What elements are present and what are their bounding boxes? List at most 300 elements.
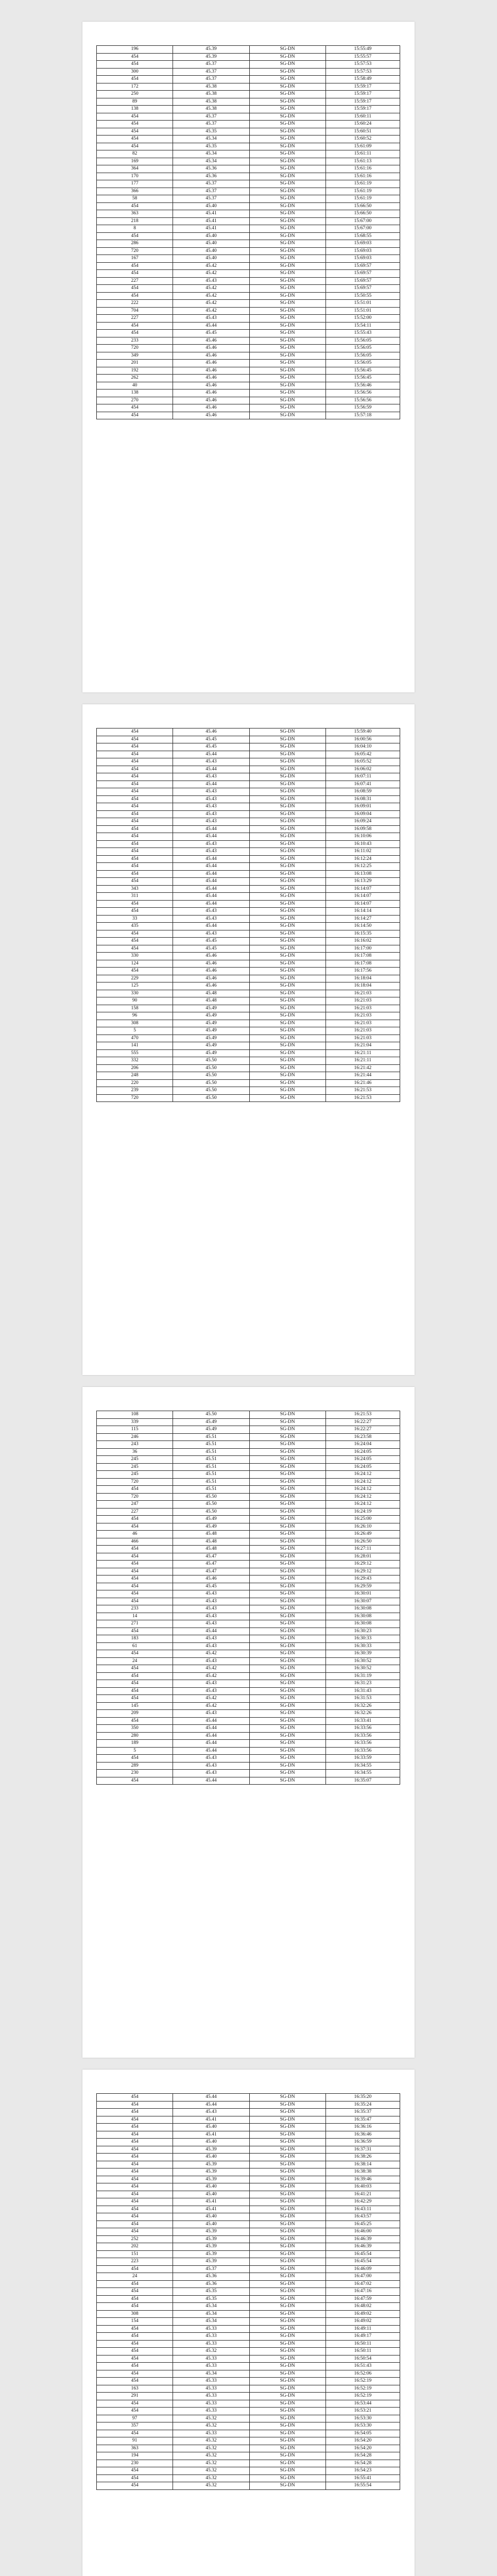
table-row [97,1642,400,1650]
quantity-cell: 227 [97,315,173,323]
quantity-cell: 454 [97,232,173,240]
table-row [97,848,400,856]
price-cell: 45.46 [173,1575,249,1583]
quantity-cell: 454 [97,1590,173,1598]
price-cell: 45.44 [173,825,249,833]
quantity-cell: 343 [97,885,173,893]
venue-cell: SG-DN [249,255,325,263]
venue-cell: SG-DN [249,1628,325,1635]
venue-cell: SG-DN [249,728,325,736]
table-row [97,728,400,736]
quantity-cell: 454 [97,1598,173,1605]
venue-cell: SG-DN [249,285,325,293]
price-cell: 45.32 [173,2482,249,2490]
table-row [97,210,400,218]
table-row [97,2445,400,2452]
venue-cell: SG-DN [249,863,325,871]
time-cell: 16:32:26 [325,1710,400,1718]
price-cell: 45.43 [173,758,249,766]
venue-cell: SG-DN [249,277,325,285]
time-cell: 16:12:25 [325,863,400,871]
quantity-cell: 247 [97,1501,173,1509]
venue-cell: SG-DN [249,2280,325,2288]
price-cell: 45.44 [173,1628,249,1635]
time-cell: 16:38:26 [325,2154,400,2161]
table-row [97,1508,400,1516]
table-row [97,68,400,76]
price-cell: 45.44 [173,766,249,773]
venue-cell: SG-DN [249,180,325,188]
venue-cell: SG-DN [249,2467,325,2475]
price-cell: 45.32 [173,2348,249,2355]
quantity-cell: 454 [97,2467,173,2475]
time-cell: 16:53:30 [325,2415,400,2422]
price-cell: 45.34 [173,2318,249,2326]
quantity-cell: 454 [97,1695,173,1703]
quantity-cell: 97 [97,2415,173,2422]
venue-cell: SG-DN [249,76,325,83]
quantity-cell: 454 [97,285,173,293]
venue-cell: SG-DN [249,1456,325,1464]
time-cell: 16:52:19 [325,2378,400,2385]
table-row [97,53,400,61]
venue-cell: SG-DN [249,1695,325,1703]
table-row [97,810,400,818]
time-cell: 16:42:29 [325,2198,400,2206]
price-cell: 45.37 [173,68,249,76]
price-cell: 45.40 [173,240,249,248]
venue-cell: SG-DN [249,751,325,758]
venue-cell: SG-DN [249,953,325,960]
time-cell: 15:60:52 [325,135,400,143]
quantity-cell: 223 [97,2258,173,2266]
table-row [97,736,400,743]
quantity-cell: 189 [97,1740,173,1748]
table-row [97,960,400,968]
table-row [97,91,400,98]
venue-cell: SG-DN [249,2318,325,2326]
quantity-cell: 454 [97,322,173,330]
time-cell: 16:49:17 [325,2333,400,2341]
time-cell: 16:46:09 [325,2265,400,2273]
quantity-cell: 454 [97,1546,173,1553]
venue-cell: SG-DN [249,2265,325,2273]
quantity-cell: 350 [97,1725,173,1733]
venue-cell: SG-DN [249,1538,325,1546]
time-cell: 15:61:16 [325,165,400,173]
table-row [97,2258,400,2266]
price-cell: 45.49 [173,1027,249,1035]
table-row [97,1755,400,1762]
venue-cell: SG-DN [249,795,325,803]
table-row [97,1561,400,1568]
quantity-cell: 454 [97,938,173,945]
table-row [97,1725,400,1733]
venue-cell: SG-DN [249,2422,325,2430]
price-cell: 45.51 [173,1478,249,1486]
time-cell: 16:26:49 [325,1531,400,1538]
quantity-cell: 454 [97,2168,173,2176]
table-row [97,818,400,826]
quantity-cell: 250 [97,91,173,98]
table-row [97,382,400,389]
price-cell: 45.48 [173,1531,249,1538]
table-row [97,1042,400,1050]
price-cell: 45.42 [173,1695,249,1703]
quantity-cell: 454 [97,2176,173,2183]
venue-cell: SG-DN [249,2116,325,2124]
table-row [97,900,400,908]
table-row [97,1762,400,1770]
time-cell: 16:43:57 [325,2213,400,2221]
price-cell: 45.46 [173,389,249,397]
time-cell: 16:24:04 [325,1441,400,1449]
table-row [97,2400,400,2408]
quantity-cell: 183 [97,1635,173,1643]
table-row [97,990,400,997]
price-cell: 45.43 [173,848,249,856]
table-row [97,1657,400,1665]
price-cell: 45.35 [173,2295,249,2303]
time-cell: 16:21:03 [325,1027,400,1035]
price-cell: 45.48 [173,990,249,997]
time-cell: 16:35:24 [325,2101,400,2109]
venue-cell: SG-DN [249,878,325,886]
table-row [97,1079,400,1087]
venue-cell: SG-DN [249,968,325,975]
table-row [97,975,400,982]
time-cell: 16:52:19 [325,2385,400,2393]
table-row [97,1687,400,1695]
table-row [97,1575,400,1583]
quantity-cell: 227 [97,1508,173,1516]
price-cell: 45.43 [173,1680,249,1688]
time-cell: 15:56:46 [325,382,400,389]
price-cell: 45.39 [173,2168,249,2176]
table-row [97,330,400,337]
price-cell: 45.33 [173,2340,249,2348]
table-row [97,893,400,901]
venue-cell: SG-DN [249,2370,325,2378]
price-cell: 45.32 [173,2460,249,2467]
price-cell: 45.32 [173,2475,249,2482]
table-row [97,1770,400,1777]
table-row [97,240,400,248]
venue-cell: SG-DN [249,113,325,121]
quantity-cell: 141 [97,1042,173,1050]
venue-cell: SG-DN [249,225,325,233]
time-cell: 16:21:03 [325,1012,400,1020]
time-cell: 16:33:56 [325,1740,400,1748]
quantity-cell: 170 [97,173,173,180]
quantity-cell: 470 [97,1035,173,1042]
venue-cell: SG-DN [249,202,325,210]
venue-cell: SG-DN [249,803,325,811]
table-row [97,1777,400,1785]
time-cell: 16:31:53 [325,1695,400,1703]
quantity-cell: 454 [97,128,173,135]
venue-cell: SG-DN [249,61,325,69]
table-row [97,1064,400,1072]
page-4 [82,2070,415,2576]
quantity-cell: 454 [97,1523,173,1531]
venue-cell: SG-DN [249,810,325,818]
venue-cell: SG-DN [249,2243,325,2251]
table-row [97,404,400,412]
price-cell: 45.46 [173,975,249,982]
table-row [97,173,400,180]
table-row [97,758,400,766]
quantity-cell: 454 [97,1717,173,1725]
venue-cell: SG-DN [249,1755,325,1762]
venue-cell: SG-DN [249,165,325,173]
table-row [97,2340,400,2348]
venue-cell: SG-DN [249,1732,325,1740]
venue-cell: SG-DN [249,232,325,240]
quantity-cell: 58 [97,195,173,203]
quantity-cell: 202 [97,2243,173,2251]
table-row [97,2176,400,2183]
table-row [97,98,400,106]
venue-cell: SG-DN [249,2250,325,2258]
table-row [97,1456,400,1464]
time-cell: 15:59:40 [325,728,400,736]
quantity-cell: 435 [97,923,173,930]
venue-cell: SG-DN [249,2273,325,2281]
venue-cell: SG-DN [249,2385,325,2393]
price-cell: 45.46 [173,375,249,382]
table-row [97,1020,400,1027]
price-cell: 45.43 [173,1710,249,1718]
table-row [97,2482,400,2490]
time-cell: 16:52:19 [325,2393,400,2400]
quantity-cell: 308 [97,1020,173,1027]
table-row [97,2325,400,2333]
price-cell: 45.44 [173,900,249,908]
time-cell: 16:45:54 [325,2258,400,2266]
time-cell: 16:22:27 [325,1426,400,1434]
price-cell: 45.38 [173,83,249,91]
table-row [97,2265,400,2273]
quantity-cell: 5 [97,1027,173,1035]
quantity-cell: 454 [97,1628,173,1635]
quantity-cell: 357 [97,2422,173,2430]
price-cell: 45.41 [173,2198,249,2206]
quantity-cell: 454 [97,1755,173,1762]
venue-cell: SG-DN [249,91,325,98]
quantity-cell: 454 [97,2430,173,2437]
price-cell: 45.34 [173,150,249,158]
quantity-cell: 454 [97,1553,173,1561]
venue-cell: SG-DN [249,960,325,968]
venue-cell: SG-DN [249,1441,325,1449]
time-cell: 16:45:54 [325,2250,400,2258]
time-cell: 16:21:03 [325,1035,400,1042]
price-cell: 45.33 [173,2430,249,2437]
time-cell: 16:29:59 [325,1583,400,1590]
time-cell: 16:04:10 [325,743,400,751]
time-cell: 16:47:02 [325,2280,400,2288]
price-cell: 45.43 [173,810,249,818]
venue-cell: SG-DN [249,1561,325,1568]
price-cell: 45.47 [173,1568,249,1575]
table-row [97,1635,400,1643]
venue-cell: SG-DN [249,68,325,76]
venue-cell: SG-DN [249,1448,325,1456]
price-cell: 45.44 [173,1717,249,1725]
table-row [97,1463,400,1471]
table-row [97,743,400,751]
time-cell: 16:23:58 [325,1433,400,1441]
quantity-cell: 233 [97,337,173,345]
price-cell: 45.44 [173,893,249,901]
table-row [97,968,400,975]
quantity-cell: 291 [97,2393,173,2400]
table-row [97,1747,400,1755]
price-cell: 45.39 [173,2258,249,2266]
venue-cell: SG-DN [249,2355,325,2363]
price-cell: 45.36 [173,165,249,173]
table-row [97,1005,400,1012]
quantity-cell: 91 [97,2437,173,2445]
table-row [97,352,400,360]
table-row [97,2094,400,2102]
venue-cell: SG-DN [249,855,325,863]
time-cell: 16:30:08 [325,1605,400,1613]
price-cell: 45.50 [173,1493,249,1501]
venue-cell: SG-DN [249,330,325,337]
table-row [97,1035,400,1042]
time-cell: 15:56:45 [325,367,400,375]
time-cell: 16:21:53 [325,1411,400,1419]
time-cell: 16:14:27 [325,915,400,923]
quantity-cell: 454 [97,2101,173,2109]
time-cell: 15:56:45 [325,375,400,382]
quantity-cell: 454 [97,2400,173,2408]
price-cell: 45.39 [173,2235,249,2243]
table-row [97,1613,400,1620]
venue-cell: SG-DN [249,46,325,54]
quantity-cell: 454 [97,945,173,953]
time-cell: 16:36:59 [325,2139,400,2146]
time-cell: 16:24:05 [325,1456,400,1464]
time-cell: 15:56:05 [325,360,400,367]
time-cell: 16:12:24 [325,855,400,863]
venue-cell: SG-DN [249,1665,325,1673]
price-cell: 45.45 [173,743,249,751]
price-cell: 45.43 [173,773,249,781]
time-cell: 16:36:46 [325,2131,400,2139]
quantity-cell: 454 [97,930,173,938]
time-cell: 15:60:24 [325,121,400,128]
quantity-cell: 364 [97,165,173,173]
quantity-cell: 363 [97,210,173,218]
quantity-cell: 454 [97,2198,173,2206]
venue-cell: SG-DN [249,121,325,128]
time-cell: 16:43:11 [325,2206,400,2213]
price-cell: 45.49 [173,1005,249,1012]
price-cell: 45.43 [173,930,249,938]
price-cell: 45.37 [173,61,249,69]
time-cell: 16:14:07 [325,900,400,908]
price-cell: 45.49 [173,1012,249,1020]
quantity-cell: 454 [97,1650,173,1658]
venue-cell: SG-DN [249,2258,325,2266]
time-cell: 16:26:50 [325,1538,400,1546]
price-cell: 45.34 [173,2370,249,2378]
table-row [97,262,400,270]
time-cell: 16:21:03 [325,1020,400,1027]
price-cell: 45.40 [173,2139,249,2146]
quantity-cell: 454 [97,736,173,743]
venue-cell: SG-DN [249,1049,325,1057]
time-cell: 16:10:43 [325,840,400,848]
time-cell: 16:46:39 [325,2243,400,2251]
time-cell: 15:69:57 [325,285,400,293]
table-row [97,1650,400,1658]
price-cell: 45.45 [173,736,249,743]
price-cell: 45.43 [173,915,249,923]
price-cell: 45.44 [173,833,249,841]
quantity-cell: 271 [97,1620,173,1628]
table-row [97,135,400,143]
price-cell: 45.43 [173,1620,249,1628]
table-row [97,2191,400,2198]
venue-cell: SG-DN [249,2325,325,2333]
time-cell: 16:45:25 [325,2221,400,2228]
time-cell: 16:21:03 [325,990,400,997]
time-cell: 16:35:07 [325,1777,400,1785]
price-cell: 45.37 [173,188,249,195]
table-row [97,247,400,255]
price-cell: 45.40 [173,255,249,263]
venue-cell: SG-DN [249,217,325,225]
table-row [97,2109,400,2116]
quantity-cell: 339 [97,1418,173,1426]
quantity-cell: 454 [97,795,173,803]
venue-cell: SG-DN [249,240,325,248]
table-row [97,2333,400,2341]
price-cell: 45.43 [173,2109,249,2116]
time-cell: 16:30:52 [325,1665,400,1673]
table-row [97,337,400,345]
venue-cell: SG-DN [249,2340,325,2348]
venue-cell: SG-DN [249,173,325,180]
table-row [97,1620,400,1628]
venue-cell: SG-DN [249,1575,325,1583]
time-cell: 16:35:37 [325,2109,400,2116]
venue-cell: SG-DN [249,1035,325,1042]
price-cell: 45.39 [173,2176,249,2183]
price-cell: 45.39 [173,2161,249,2168]
table-row [97,781,400,788]
time-cell: 16:30:33 [325,1642,400,1650]
table-row [97,1411,400,1419]
quantity-cell: 454 [97,900,173,908]
table-row [97,2250,400,2258]
price-cell: 45.50 [173,1087,249,1095]
time-cell: 15:61:19 [325,195,400,203]
table-row [97,202,400,210]
time-cell: 15:60:51 [325,128,400,135]
table-row [97,2154,400,2161]
time-cell: 16:29:12 [325,1561,400,1568]
time-cell: 16:53:44 [325,2400,400,2408]
time-cell: 15:56:59 [325,404,400,412]
time-cell: 16:21:53 [325,1094,400,1102]
price-cell: 45.44 [173,1732,249,1740]
price-cell: 45.41 [173,210,249,218]
